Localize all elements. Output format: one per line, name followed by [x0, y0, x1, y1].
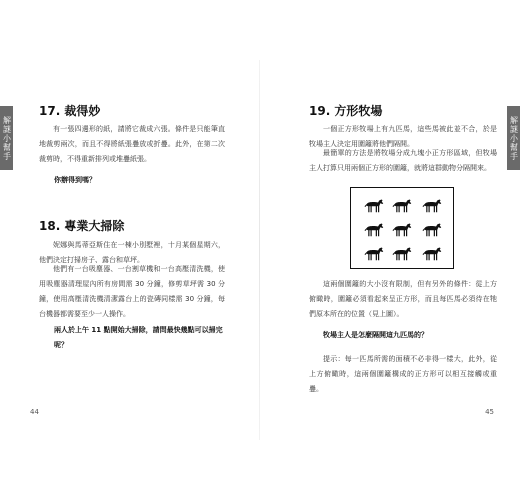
section-17-paragraph: 有一張四邊形的紙，請將它裁成六張。條件是只能筆直地裁剪兩次，而且不得將紙張疊放或折疊。此外，在第二次裁剪時，不得重新排列或堆疊紙張。 — [39, 125, 225, 163]
section-title-18: 18. 專業大掃除 — [39, 219, 125, 233]
section-17-question: 你辦得到嗎？ — [54, 176, 96, 184]
section-title-19: 19. 方形牧場 — [309, 104, 383, 118]
section-18-paragraph-1: 妮娜與馬蒂亞斯住在一棟小別墅裡，十月某個星期六，他們決定打掃房子、露台和草坪。 — [39, 241, 225, 264]
section-18-question: 兩人於上午 11 點開始大掃除，請問最快幾點可以掃完呢？ — [54, 326, 223, 349]
horse-icon — [363, 246, 384, 261]
section-19-paragraph-1: 一個正方形牧場上有九匹馬，這些馬被此並不合，於是牧場主人決定用圍籬將他們隔開。 — [309, 125, 497, 148]
section-19-hint: 提示：每一匹馬所需的面積不必非得一樣大，此外，從上方俯瞰時，這兩個圍籬構成的正方形可以相互接觸或重疊。 — [309, 355, 497, 393]
horse-icon — [421, 222, 442, 237]
side-tab: 解謎小幫手 — [507, 106, 520, 170]
horse-icon — [363, 198, 384, 213]
section-19-paragraph-2: 最簡單的方法是將牧場分成九塊小正方形區域，但牧場主人打算只用兩個正方形的圍籬，就將這群動物分隔開來。 — [309, 149, 497, 172]
section-19-question: 牧場主人是怎麼隔開這九匹馬的？ — [323, 331, 428, 339]
horse-pasture-figure — [350, 187, 454, 269]
horse-icon — [391, 222, 412, 237]
section-title-17: 17. 裁得妙 — [39, 104, 101, 118]
horse-icon — [363, 222, 384, 237]
section-18-paragraph-2: 他們有一台吸塵器、一台割草機和一台高壓清洗機，使用吸塵器清理屋內所有房間需 30 分鐘，修剪草坪需 30 分鐘，使用高壓清洗機清潔露台上的瓷磚同樣需 30 分鐘，每台機器都需要至少一人操作。 — [39, 265, 225, 318]
horse-icon — [421, 198, 442, 213]
page-number: 44 — [30, 408, 39, 416]
page-number: 45 — [485, 408, 494, 416]
horse-icon — [391, 198, 412, 213]
horse-icon — [391, 246, 412, 261]
section-19-paragraph-3: 這兩個圍籬的大小沒有限制，但有另外的條件：從上方俯瞰時，圍籬必須看起來呈正方形，而且每匹馬必須待在牠們原本所在的位置（見上圖）。 — [309, 280, 497, 318]
side-tab: 解謎小幫手 — [0, 106, 13, 170]
horse-icon — [421, 246, 442, 261]
right-page — [260, 0, 520, 500]
